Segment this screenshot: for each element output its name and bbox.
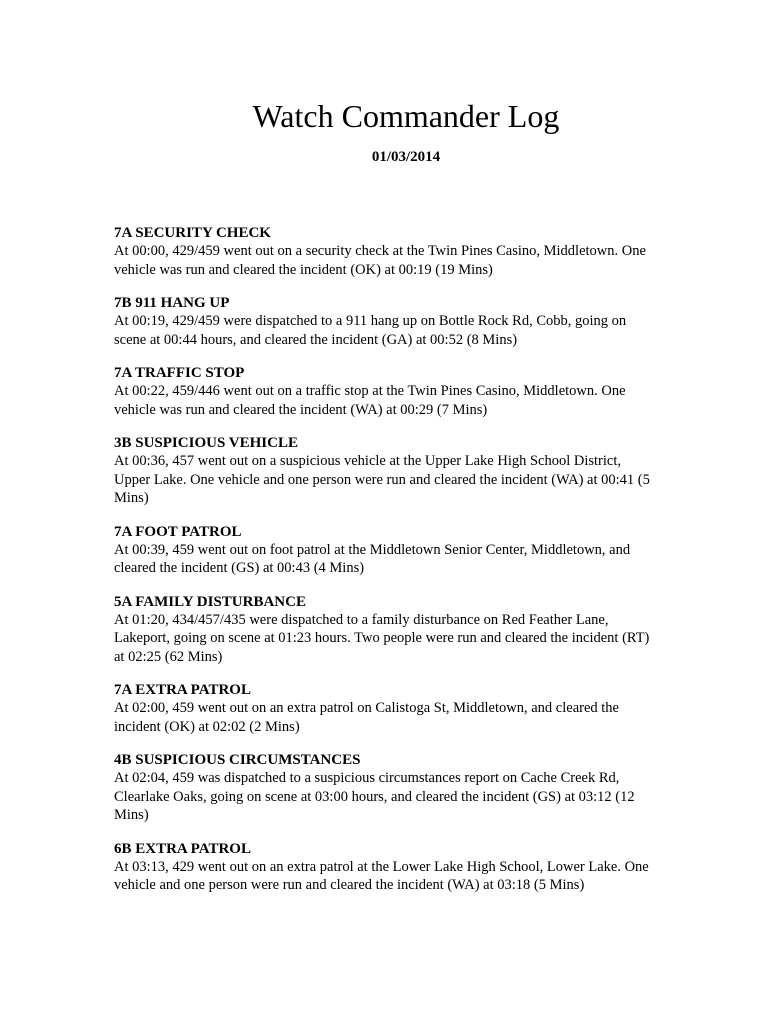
entry-heading: 7A TRAFFIC STOP <box>114 365 245 381</box>
log-entry <box>114 840 654 895</box>
entry-heading: 7A FOOT PATROL <box>114 523 242 540</box>
log-entries <box>114 224 654 910</box>
entry-body: At 02:04, 459 was dispatched to a suspicious circumstances report on Cache Creek Rd, Clearlake Oaks, going on scene at 03:00 hours, and cleared the incident (GS) at 03:12 (12 Mins) <box>114 770 635 823</box>
entry-heading: 6B EXTRA PATROL <box>114 840 251 857</box>
document-title: Watch Commander Log <box>252 98 560 134</box>
log-entry <box>114 224 654 279</box>
entry-body: At 00:19, 429/459 were dispatched to a 911 hang up on Bottle Rock Rd, Cobb, going on scene at 00:44 hours, and cleared the incident (GA) at 00:52 (8 Mins) <box>114 313 627 348</box>
entry-body: At 01:20, 434/457/435 were dispatched to a family disturbance on Red Feather Lane, Lakeport, going on scene at 01:23 hours. Two people were run and cleared the incident (RT) at 02:25 (62 Mins) <box>114 611 650 665</box>
entry-heading: 5A FAMILY DISTURBANCE <box>114 593 306 610</box>
document-date: 01/03/2014 <box>371 149 441 165</box>
entry-heading: 3B SUSPICIOUS VEHICLE <box>114 435 298 451</box>
log-entry <box>114 434 654 508</box>
entry-heading: 7A SECURITY CHECK <box>114 225 271 241</box>
log-entry <box>114 294 654 349</box>
entry-body: At 02:00, 459 went out on an extra patrol on Calistoga St, Middletown, and cleared the incident (OK) at 02:02 (2 Mins) <box>114 700 619 735</box>
entry-heading: 4B SUSPICIOUS CIRCUMSTANCES <box>114 752 361 768</box>
entry-body: At 00:36, 457 went out on a suspicious vehicle at the Upper Lake High School District, Upper Lake. One vehicle and one person were run and cleared the incident (WA) at 00:41 (5 Mins) <box>114 453 650 506</box>
entry-heading: 7A EXTRA PATROL <box>114 682 251 698</box>
entry-body: At 00:22, 459/446 went out on a traffic stop at the Twin Pines Casino, Middletown. One vehicle was run and cleared the incident (WA) at 00:29 (7 Mins) <box>114 383 626 418</box>
log-entry <box>114 523 654 578</box>
entry-body: At 00:39, 459 went out on foot patrol at the Middletown Senior Center, Middletown, and cleared the incident (GS) at 00:43 (4 Mins) <box>114 541 631 576</box>
log-entry <box>114 364 654 419</box>
entry-heading: 7B 911 HANG UP <box>114 295 230 311</box>
log-entry <box>114 593 654 667</box>
log-entry <box>114 681 654 736</box>
entry-body: At 03:13, 429 went out on an extra patrol at the Lower Lake High School, Lower Lake. One vehicle and one person were run and cleared the incident (WA) at 03:18 (5 Mins) <box>114 858 649 893</box>
entry-body: At 00:00, 429/459 went out on a security check at the Twin Pines Casino, Middletown. One vehicle was run and cleared the incident (OK) at 00:19 (19 Mins) <box>114 243 646 278</box>
log-entry <box>114 751 654 825</box>
